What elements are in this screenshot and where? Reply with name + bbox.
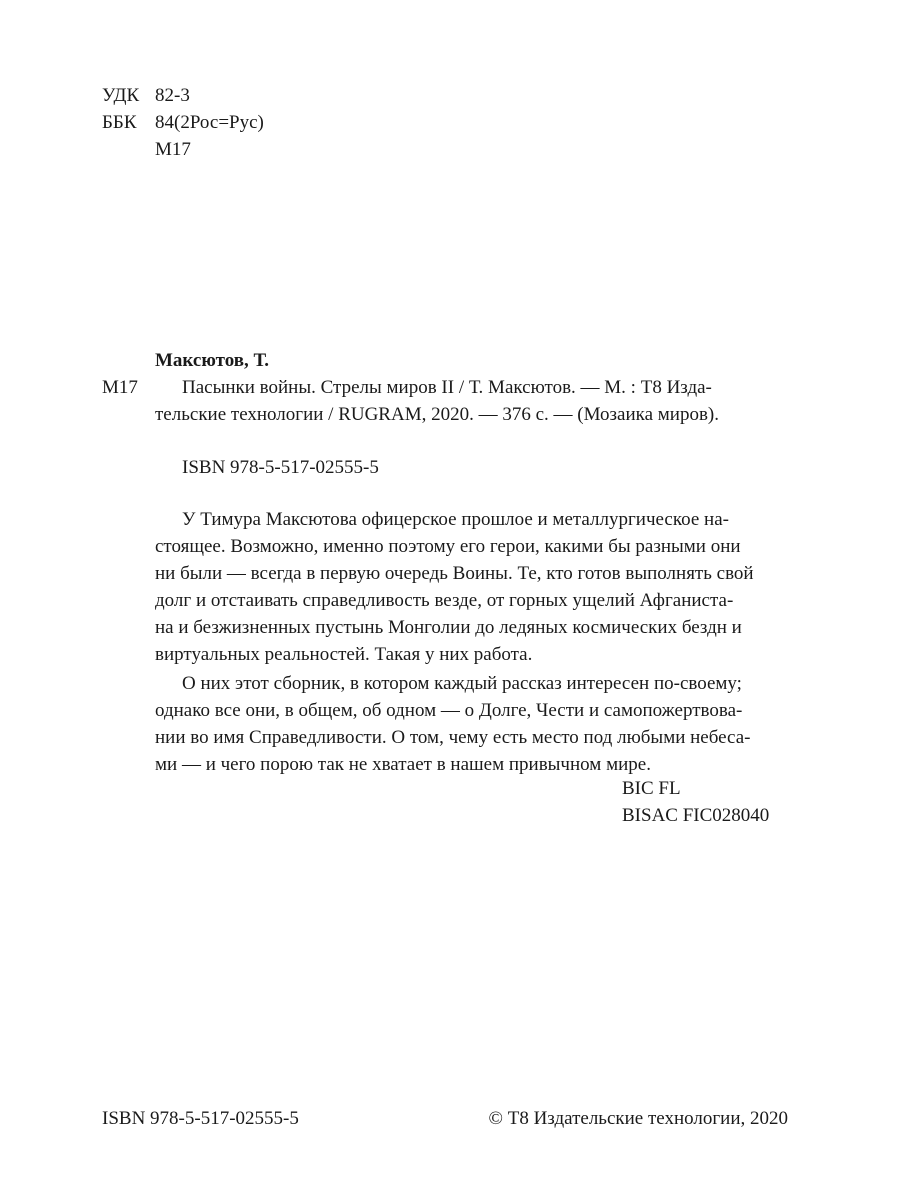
annotation-line: на и безжизненных пустынь Монголии до ледяных космических бездн и	[155, 617, 742, 638]
annotation-line: долг и отстаивать справедливость везде, от горных ущелий Афганиста-	[155, 590, 734, 611]
annotation-line: стоящее. Возможно, именно поэтому его герои, какими бы разными они	[155, 536, 741, 557]
annotation-line: У Тимура Максютова офицерское прошлое и металлургическое на-	[182, 509, 729, 530]
footer-copyright: © Т8 Издательские технологии, 2020	[488, 1108, 788, 1129]
annotation-line: нии во имя Справедливости. О том, чему есть место под любыми небеса-	[155, 727, 751, 748]
annotation-line: виртуальных реальностей. Такая у них работа.	[155, 644, 533, 665]
record-mark: М17	[102, 377, 138, 398]
annotation-line: ми — и чего порою так не хватает в нашем привычном мире.	[155, 754, 651, 775]
bic-code: BIC FL	[622, 778, 681, 799]
record-description-line: тельские технологии / RUGRAM, 2020. — 376 с. — (Мозаика миров).	[155, 404, 719, 425]
bbk-value: 84(2Рос=Рус)	[155, 112, 264, 133]
record-isbn: ISBN 978-5-517-02555-5	[182, 457, 379, 478]
udk-label: УДК	[102, 85, 140, 106]
record-description-line: Пасынки войны. Стрелы миров II / Т. Максютов. — М. : Т8 Изда-	[182, 377, 712, 398]
bisac-code: BISAC FIC028040	[622, 805, 770, 826]
udk-value: 82-3	[155, 85, 190, 106]
annotation-line: ни были — всегда в первую очередь Воины. Те, кто готов выполнять свой	[155, 563, 754, 584]
footer-isbn: ISBN 978-5-517-02555-5	[102, 1108, 299, 1129]
author-mark: М17	[155, 139, 191, 160]
annotation-line: однако все они, в общем, об одном — о Долге, Чести и самопожертвова-	[155, 700, 743, 721]
bbk-label: ББК	[102, 112, 137, 133]
annotation-line: О них этот сборник, в котором каждый рассказ интересен по-своему;	[182, 673, 742, 694]
record-author: Максютов, Т.	[155, 350, 269, 371]
